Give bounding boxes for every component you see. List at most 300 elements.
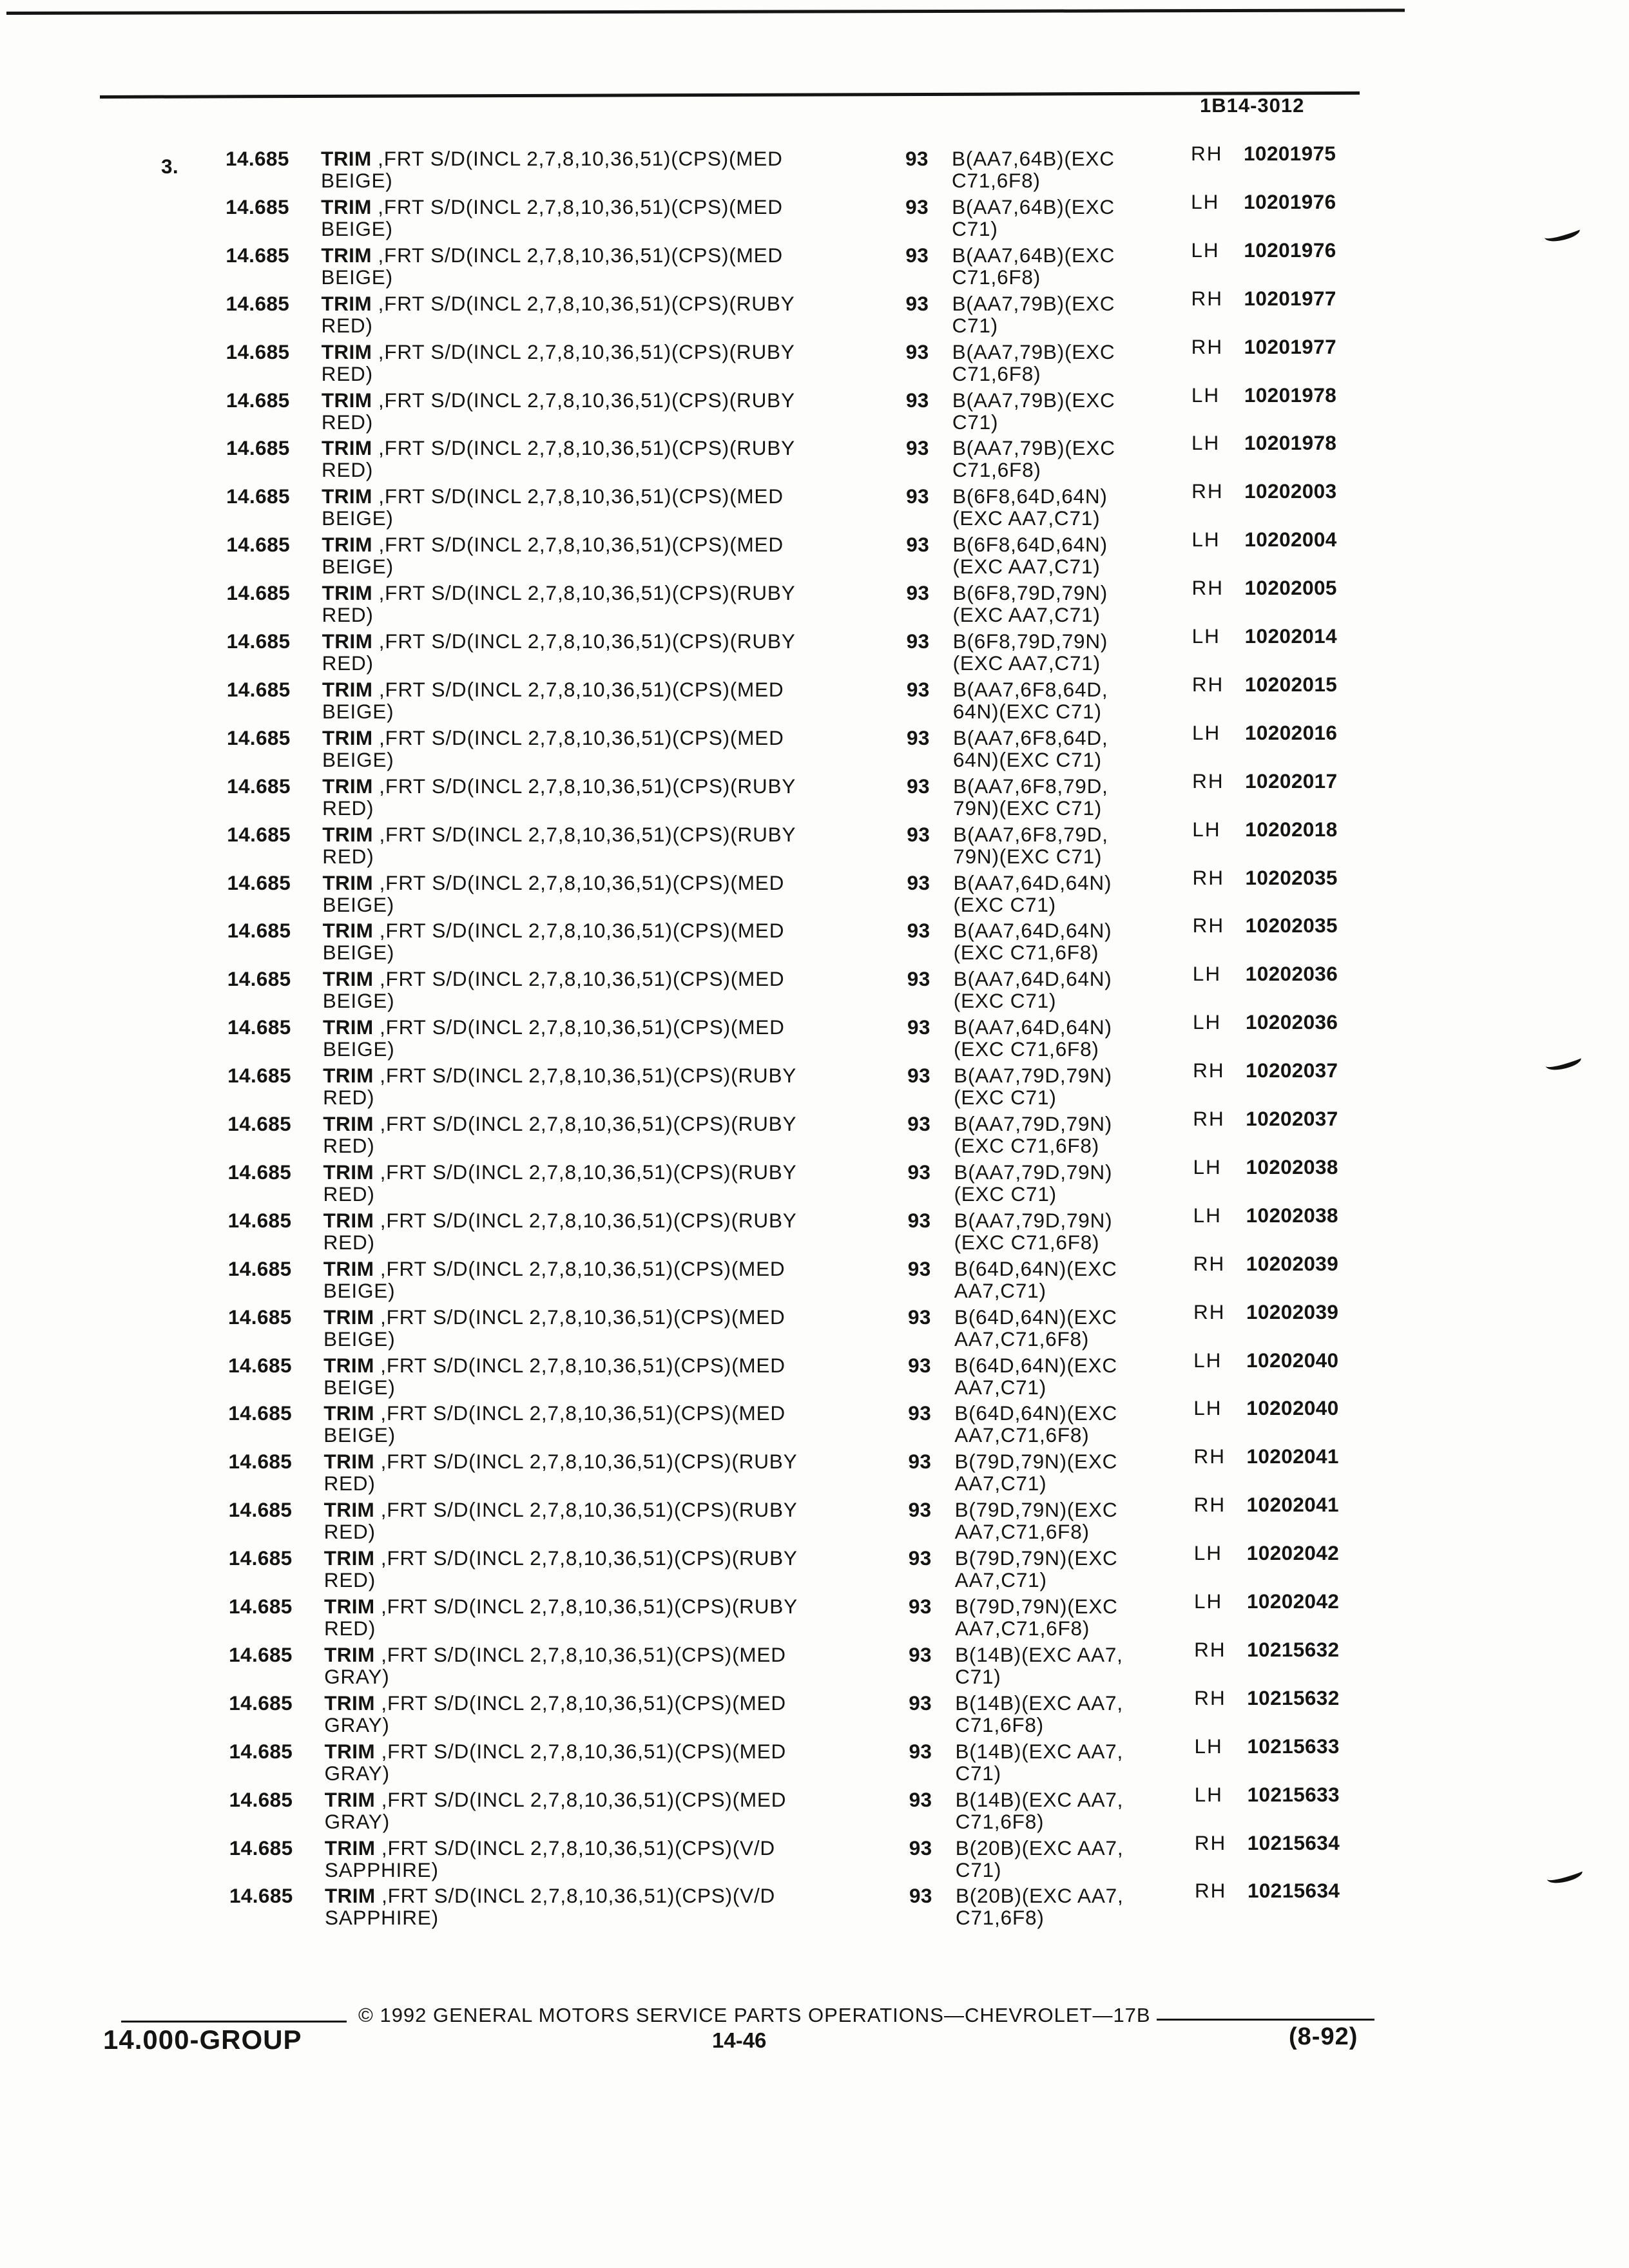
part-number: 10215634 — [1247, 1879, 1340, 1903]
side-code: RH — [1191, 576, 1224, 600]
reference-number: 14.685 — [226, 340, 290, 363]
application-code-continued: C71) — [955, 1858, 1002, 1881]
application-code: B(14B)(EXC AA7, — [955, 1642, 1123, 1666]
side-code: LH — [1191, 383, 1220, 407]
part-description-continued: RED) — [323, 1568, 376, 1592]
part-description-continued: RED) — [323, 1230, 375, 1254]
parts-row — [0, 720, 1629, 771]
part-description — [321, 195, 783, 218]
parts-row — [0, 431, 1629, 482]
part-description — [323, 1064, 796, 1087]
side-code: LH — [1191, 431, 1220, 455]
side-code: RH — [1191, 672, 1224, 696]
part-description-continued: BEIGE) — [323, 1375, 396, 1399]
part-description — [322, 871, 784, 894]
part-description-continued: BEIGE) — [322, 989, 395, 1013]
part-number: 10202036 — [1245, 962, 1338, 986]
part-description — [322, 436, 795, 459]
reference-number: 14.685 — [226, 243, 290, 267]
quantity: 93 — [908, 1498, 932, 1522]
parts-row — [0, 334, 1629, 385]
side-code: LH — [1194, 1782, 1223, 1806]
side-code: LH — [1192, 817, 1221, 841]
part-name: TRIM — [322, 774, 373, 798]
application-code-continued: AA7,C71) — [954, 1568, 1047, 1592]
part-number: 10202005 — [1244, 576, 1337, 600]
side-code: LH — [1193, 1155, 1222, 1178]
part-number: 10202015 — [1244, 672, 1338, 696]
application-code-continued: AA7,C71) — [954, 1472, 1047, 1495]
application-code-continued: (EXC C71,6F8) — [953, 941, 1099, 965]
part-number: 10202037 — [1246, 1107, 1338, 1130]
reference-number: 14.685 — [229, 1884, 293, 1908]
reference-number: 14.685 — [228, 1401, 293, 1425]
application-code: B(20B)(EXC AA7, — [955, 1836, 1124, 1860]
part-description-continued: BEIGE) — [322, 555, 394, 579]
part-description — [325, 1788, 787, 1811]
parts-row — [0, 1445, 1629, 1495]
part-number: 10201978 — [1244, 383, 1337, 407]
part-description — [321, 147, 783, 170]
application-code: B(AA7,64B)(EXC — [952, 147, 1115, 170]
parts-row — [0, 1686, 1629, 1736]
application-code: B(6F8,79D,79N) — [952, 629, 1108, 653]
part-name: TRIM — [322, 677, 373, 701]
part-description-continued: RED) — [322, 796, 374, 820]
reference-number: 14.685 — [227, 822, 291, 846]
application-code: B(AA7,79D,79N) — [954, 1064, 1112, 1088]
reference-number: 14.685 — [228, 1450, 293, 1474]
part-number: 10201976 — [1244, 189, 1336, 213]
quantity: 93 — [907, 1112, 931, 1135]
quantity: 93 — [905, 388, 929, 412]
side-code: RH — [1191, 334, 1224, 358]
reference-number: 14.685 — [226, 195, 289, 218]
part-description — [324, 1643, 786, 1666]
side-code: RH — [1191, 479, 1224, 503]
side-code: LH — [1191, 189, 1220, 213]
part-name: TRIM — [322, 967, 374, 991]
application-code: B(AA7,64B)(EXC — [952, 195, 1115, 218]
part-description-detail: ,FRT S/D(INCL 2,7,8,10,36,51)(CPS)(RUBY — [373, 1112, 797, 1135]
part-number: 10201978 — [1244, 431, 1337, 455]
side-code: LH — [1191, 624, 1220, 648]
part-name: TRIM — [322, 822, 373, 846]
footer-rule — [1157, 2019, 1374, 2021]
quantity: 93 — [905, 436, 929, 460]
side-code: RH — [1193, 1493, 1226, 1517]
side-code: RH — [1192, 769, 1224, 793]
footer-rule — [121, 2021, 347, 2023]
part-number: 10202041 — [1246, 1445, 1339, 1468]
quantity: 93 — [907, 967, 930, 991]
side-code: LH — [1192, 962, 1222, 986]
application-code: B(79D,79N)(EXC — [954, 1595, 1118, 1618]
part-description — [323, 1401, 786, 1425]
side-code: RH — [1194, 1831, 1227, 1854]
reference-number: 14.685 — [229, 1691, 293, 1715]
application-code-continued: C71,6F8) — [955, 1713, 1044, 1736]
side-code: LH — [1191, 720, 1221, 744]
application-code-continued: (EXC C71) — [954, 1086, 1057, 1110]
application-code: B(64D,64N)(EXC — [954, 1401, 1118, 1425]
application-code: B(AA7,6F8,79D, — [953, 774, 1108, 798]
application-code-continued: (EXC AA7,C71) — [952, 651, 1101, 675]
application-code-continued: (EXC AA7,C71) — [952, 506, 1101, 530]
part-description-continued: BEIGE) — [323, 1278, 396, 1302]
part-description-continued: RED) — [323, 1134, 375, 1157]
application-code: B(64D,64N)(EXC — [954, 1256, 1117, 1280]
side-code: LH — [1194, 1734, 1223, 1758]
parts-row — [0, 1155, 1629, 1206]
part-name: TRIM — [323, 1353, 374, 1377]
application-code: B(64D,64N)(EXC — [954, 1305, 1117, 1329]
part-name: TRIM — [323, 1401, 374, 1425]
part-number: 10202004 — [1244, 528, 1337, 552]
quantity: 93 — [907, 774, 930, 798]
part-number: 10202017 — [1245, 769, 1338, 793]
application-code: B(AA7,64D,64N) — [953, 1015, 1112, 1039]
part-description-continued: BEIGE) — [322, 892, 395, 916]
application-code: B(AA7,6F8,64D, — [952, 726, 1108, 749]
application-code-continued: (EXC C71) — [953, 892, 1056, 916]
parts-row — [0, 1010, 1629, 1061]
application-code-continued: 64N)(EXC C71) — [952, 747, 1102, 771]
application-code: B(20B)(EXC AA7, — [955, 1884, 1124, 1908]
part-number: 10202014 — [1244, 624, 1337, 648]
part-description-continued: BEIGE) — [322, 747, 394, 771]
side-code: LH — [1193, 1348, 1222, 1372]
part-number: 10215633 — [1247, 1782, 1340, 1806]
reference-number: 14.685 — [228, 1353, 292, 1377]
part-description — [323, 967, 785, 990]
item-number: 3. — [161, 155, 179, 178]
part-description-detail: ,FRT S/D(INCL 2,7,8,10,36,51)(CPS)(RUBY — [372, 822, 796, 846]
parts-row — [0, 1493, 1629, 1544]
part-description-detail: ,FRT S/D(INCL 2,7,8,10,36,51)(CPS)(RUBY — [372, 629, 796, 653]
reference-number: 14.685 — [227, 870, 291, 894]
part-description-detail: ,FRT S/D(INCL 2,7,8,10,36,51)(CPS)(MED — [375, 1787, 787, 1811]
part-description-detail: ,FRT S/D(INCL 2,7,8,10,36,51)(CPS)(V/D — [375, 1884, 776, 1908]
reference-number: 14.685 — [227, 1015, 291, 1039]
part-description — [322, 485, 784, 508]
part-description — [323, 1209, 797, 1232]
part-number: 10202042 — [1246, 1590, 1340, 1613]
application-code-continued: 79N)(EXC C71) — [953, 844, 1103, 868]
parts-row — [0, 1637, 1629, 1688]
quantity: 93 — [906, 581, 930, 605]
side-code: RH — [1192, 914, 1225, 937]
quantity: 93 — [905, 243, 929, 267]
reference-number: 14.685 — [227, 967, 291, 991]
part-description-detail: ,FRT S/D(INCL 2,7,8,10,36,51)(CPS)(MED — [374, 1401, 786, 1425]
application-code-continued: (EXC C71,6F8) — [954, 1230, 1100, 1254]
parts-row — [0, 383, 1629, 434]
parts-row — [0, 672, 1629, 723]
quantity: 93 — [907, 919, 930, 943]
part-description-continued: RED) — [321, 410, 374, 434]
part-name: TRIM — [324, 1787, 376, 1811]
application-code: B(AA7,79B)(EXC — [952, 388, 1115, 412]
reference-number: 14.685 — [226, 629, 291, 653]
part-name: TRIM — [321, 340, 372, 363]
part-name: TRIM — [324, 1691, 375, 1715]
part-description-detail: ,FRT S/D(INCL 2,7,8,10,36,51)(CPS)(RUBY — [372, 388, 795, 412]
reference-number: 14.685 — [228, 1595, 293, 1618]
application-code: B(AA7,64D,64N) — [953, 870, 1112, 894]
part-number: 10202036 — [1245, 1010, 1338, 1034]
part-description-detail: ,FRT S/D(INCL 2,7,8,10,36,51)(CPS)(MED — [371, 147, 783, 170]
part-number: 10202035 — [1245, 865, 1338, 889]
application-code-continued: C71) — [952, 410, 999, 434]
quantity: 93 — [906, 726, 930, 749]
parts-row — [0, 576, 1629, 627]
side-code: LH — [1193, 1590, 1223, 1613]
part-number: 10202040 — [1246, 1396, 1339, 1420]
part-description-detail: ,FRT S/D(INCL 2,7,8,10,36,51)(CPS)(RUBY — [373, 1064, 797, 1088]
parts-row — [0, 769, 1629, 820]
part-description-detail: ,FRT S/D(INCL 2,7,8,10,36,51)(CPS)(RUBY — [374, 1498, 798, 1522]
side-code: RH — [1194, 1879, 1227, 1903]
part-description — [325, 1884, 775, 1907]
part-description-detail: ,FRT S/D(INCL 2,7,8,10,36,51)(CPS)(MED — [374, 1642, 786, 1666]
parts-row — [0, 1831, 1629, 1881]
quantity: 93 — [908, 1595, 932, 1618]
application-code: B(AA7,79D,79N) — [954, 1208, 1113, 1232]
quantity: 93 — [908, 1353, 931, 1377]
side-code: RH — [1191, 286, 1223, 310]
quantity: 93 — [905, 291, 929, 315]
part-name: TRIM — [324, 1884, 376, 1908]
part-name: TRIM — [322, 485, 372, 508]
part-description-detail: ,FRT S/D(INCL 2,7,8,10,36,51)(CPS)(RUBY — [374, 1450, 798, 1474]
reference-number: 14.685 — [226, 726, 291, 749]
part-description-detail: ,FRT S/D(INCL 2,7,8,10,36,51)(CPS)(MED — [371, 195, 783, 218]
quantity: 93 — [907, 1256, 931, 1280]
part-number: 10201977 — [1244, 286, 1336, 310]
quantity: 93 — [907, 1208, 931, 1232]
part-number: 10202003 — [1244, 479, 1337, 503]
part-description — [322, 678, 784, 701]
reference-number: 14.685 — [226, 533, 291, 557]
side-code: RH — [1193, 1445, 1226, 1468]
part-description-detail: ,FRT S/D(INCL 2,7,8,10,36,51)(CPS)(MED — [374, 1256, 786, 1280]
part-name: TRIM — [322, 1015, 374, 1039]
part-description-continued: BEIGE) — [321, 216, 393, 240]
part-name: TRIM — [323, 1546, 375, 1570]
quantity: 93 — [905, 195, 929, 218]
part-name: TRIM — [321, 195, 372, 218]
application-code-continued: C71) — [952, 216, 998, 240]
parts-row — [0, 1590, 1629, 1640]
part-description — [324, 1498, 798, 1521]
part-name: TRIM — [323, 1498, 375, 1522]
part-name: TRIM — [322, 629, 373, 653]
part-description — [324, 1595, 798, 1618]
application-code-continued: (EXC AA7,C71) — [952, 555, 1101, 579]
application-code-continued: (EXC C71,6F8) — [953, 1037, 1099, 1061]
side-code: RH — [1193, 1059, 1225, 1082]
application-code: B(6F8,64D,64N) — [952, 485, 1108, 508]
side-code: RH — [1193, 1107, 1225, 1130]
parts-row — [0, 1251, 1629, 1302]
parts-row — [0, 914, 1629, 965]
application-code-continued: C71,6F8) — [952, 458, 1041, 482]
part-description — [323, 1450, 797, 1473]
part-description-detail: ,FRT S/D(INCL 2,7,8,10,36,51)(CPS)(MED — [374, 1305, 786, 1329]
part-description — [322, 823, 796, 846]
part-number: 10202035 — [1245, 914, 1338, 937]
part-number: 10202038 — [1246, 1155, 1338, 1178]
part-number: 10202042 — [1246, 1541, 1340, 1565]
part-description-detail: ,FRT S/D(INCL 2,7,8,10,36,51)(CPS)(MED — [375, 1739, 787, 1763]
part-description-detail: ,FRT S/D(INCL 2,7,8,10,36,51)(CPS)(MED — [372, 533, 784, 557]
part-description-detail: ,FRT S/D(INCL 2,7,8,10,36,51)(CPS)(MED — [374, 1691, 786, 1715]
application-code: B(6F8,79D,79N) — [952, 581, 1108, 605]
part-description-continued: RED) — [321, 458, 374, 482]
side-code: RH — [1193, 1251, 1226, 1275]
part-description-continued: RED) — [321, 361, 373, 385]
application-code: B(6F8,64D,64N) — [952, 533, 1108, 557]
part-description-detail: ,FRT S/D(INCL 2,7,8,10,36,51)(CPS)(RUBY — [372, 340, 795, 363]
side-code: RH — [1191, 142, 1223, 165]
parts-row — [0, 142, 1629, 192]
part-description-continued: BEIGE) — [322, 941, 395, 965]
part-description-continued: BEIGE) — [323, 1423, 396, 1447]
application-code-continued: (EXC C71) — [953, 989, 1057, 1013]
part-name: TRIM — [323, 1208, 374, 1232]
part-description — [322, 629, 796, 653]
application-code: B(AA7,79D,79N) — [954, 1112, 1113, 1135]
part-description — [322, 340, 795, 363]
application-code: B(AA7,6F8,79D, — [953, 822, 1108, 846]
part-name: TRIM — [324, 1836, 376, 1860]
parts-row — [0, 286, 1629, 337]
part-name: TRIM — [323, 1112, 374, 1135]
application-code-continued: (EXC C71,6F8) — [954, 1134, 1100, 1157]
part-number: 10202039 — [1246, 1300, 1339, 1323]
quantity: 93 — [906, 485, 929, 508]
quantity: 93 — [907, 822, 930, 846]
part-description-detail: ,FRT S/D(INCL 2,7,8,10,36,51)(CPS)(V/D — [375, 1836, 775, 1860]
reference-number: 14.685 — [228, 1498, 293, 1522]
part-description-detail: ,FRT S/D(INCL 2,7,8,10,36,51)(CPS)(MED — [372, 726, 784, 749]
quantity: 93 — [909, 1739, 932, 1763]
part-number: 10202039 — [1246, 1251, 1339, 1275]
part-description-detail: ,FRT S/D(INCL 2,7,8,10,36,51)(CPS)(RUBY — [372, 774, 796, 798]
quantity: 93 — [907, 870, 930, 894]
part-description-detail: ,FRT S/D(INCL 2,7,8,10,36,51)(CPS)(MED — [373, 1015, 785, 1039]
part-name: TRIM — [323, 1064, 374, 1088]
part-description-continued: GRAY) — [324, 1809, 390, 1833]
application-code-continued: AA7,C71,6F8) — [954, 1520, 1090, 1544]
reference-number: 14.685 — [226, 485, 290, 508]
part-description-continued: GRAY) — [324, 1761, 390, 1785]
reference-number: 14.685 — [227, 919, 291, 943]
parts-row — [0, 1300, 1629, 1350]
part-number: 10202038 — [1246, 1203, 1338, 1227]
part-description-continued: RED) — [322, 651, 374, 675]
quantity: 93 — [906, 629, 930, 653]
quantity: 93 — [909, 1642, 932, 1666]
application-code: B(79D,79N)(EXC — [954, 1498, 1118, 1522]
part-name: TRIM — [322, 726, 373, 749]
side-code: RH — [1194, 1686, 1226, 1709]
part-name: TRIM — [323, 1305, 374, 1329]
part-description — [323, 1354, 786, 1377]
side-code: RH — [1192, 865, 1224, 889]
part-description-detail: ,FRT S/D(INCL 2,7,8,10,36,51)(CPS)(RUBY — [374, 1546, 798, 1570]
part-description-continued: BEIGE) — [322, 506, 394, 530]
side-code: LH — [1193, 1396, 1222, 1420]
reference-number: 14.685 — [226, 677, 291, 701]
part-description-detail: ,FRT S/D(INCL 2,7,8,10,36,51)(CPS)(MED — [372, 485, 784, 508]
part-description-continued: RED) — [323, 1617, 376, 1640]
reference-number: 14.685 — [226, 436, 290, 460]
quantity: 93 — [905, 340, 929, 363]
parts-row — [0, 1396, 1629, 1447]
reference-number: 14.685 — [227, 1208, 292, 1232]
revision-date: (8-92) — [1289, 2023, 1358, 2050]
side-code: LH — [1193, 1541, 1223, 1565]
part-description — [322, 581, 795, 604]
part-description — [323, 1112, 796, 1135]
part-description-detail: ,FRT S/D(INCL 2,7,8,10,36,51)(CPS)(MED — [374, 1353, 786, 1377]
reference-number: 14.685 — [227, 1064, 291, 1088]
side-code: LH — [1191, 238, 1220, 262]
application-code: B(AA7,79D,79N) — [954, 1160, 1113, 1184]
application-code-continued: C71,6F8) — [952, 265, 1041, 289]
part-description-continued: RED) — [323, 1472, 376, 1495]
parts-row — [0, 238, 1629, 289]
application-code-continued: C71) — [952, 313, 998, 337]
quantity: 93 — [905, 147, 929, 170]
part-number: 10215632 — [1247, 1637, 1340, 1661]
application-code-continued: C71) — [955, 1664, 1001, 1688]
part-description-continued: BEIGE) — [322, 699, 394, 723]
part-name: TRIM — [324, 1739, 376, 1763]
reference-number: 14.685 — [227, 1112, 292, 1135]
application-code: B(14B)(EXC AA7, — [955, 1739, 1124, 1763]
part-description-continued: SAPPHIRE) — [324, 1858, 439, 1881]
reference-number: 14.685 — [228, 1546, 293, 1570]
reference-number: 14.685 — [229, 1787, 293, 1811]
part-description-continued: BEIGE) — [321, 265, 393, 289]
part-name: TRIM — [322, 533, 372, 557]
part-description-continued: RED) — [322, 603, 374, 627]
part-name: TRIM — [321, 243, 372, 267]
application-code: B(AA7,6F8,64D, — [952, 677, 1108, 701]
parts-row — [0, 865, 1629, 916]
application-code-continued: (EXC AA7,C71) — [952, 603, 1101, 627]
parts-row — [0, 479, 1629, 530]
part-name: TRIM — [322, 870, 374, 894]
part-description-detail: ,FRT S/D(INCL 2,7,8,10,36,51)(CPS)(RUBY — [374, 1595, 798, 1618]
page-number: 14-46 — [712, 2028, 767, 2052]
reference-number: 14.685 — [227, 1256, 292, 1280]
application-code: B(79D,79N)(EXC — [954, 1546, 1118, 1570]
part-description — [325, 1836, 775, 1860]
part-description — [324, 1740, 786, 1763]
application-code: B(AA7,79B)(EXC — [952, 436, 1115, 460]
parts-row — [0, 1348, 1629, 1399]
part-description-detail: ,FRT S/D(INCL 2,7,8,10,36,51)(CPS)(RUBY — [372, 436, 795, 460]
parts-row — [0, 1734, 1629, 1785]
part-description-detail: ,FRT S/D(INCL 2,7,8,10,36,51)(CPS)(RUBY — [374, 1208, 797, 1232]
reference-number: 14.685 — [229, 1836, 293, 1860]
application-code-continued: C71,6F8) — [952, 361, 1041, 385]
application-code-continued: AA7,C71,6F8) — [954, 1327, 1090, 1350]
